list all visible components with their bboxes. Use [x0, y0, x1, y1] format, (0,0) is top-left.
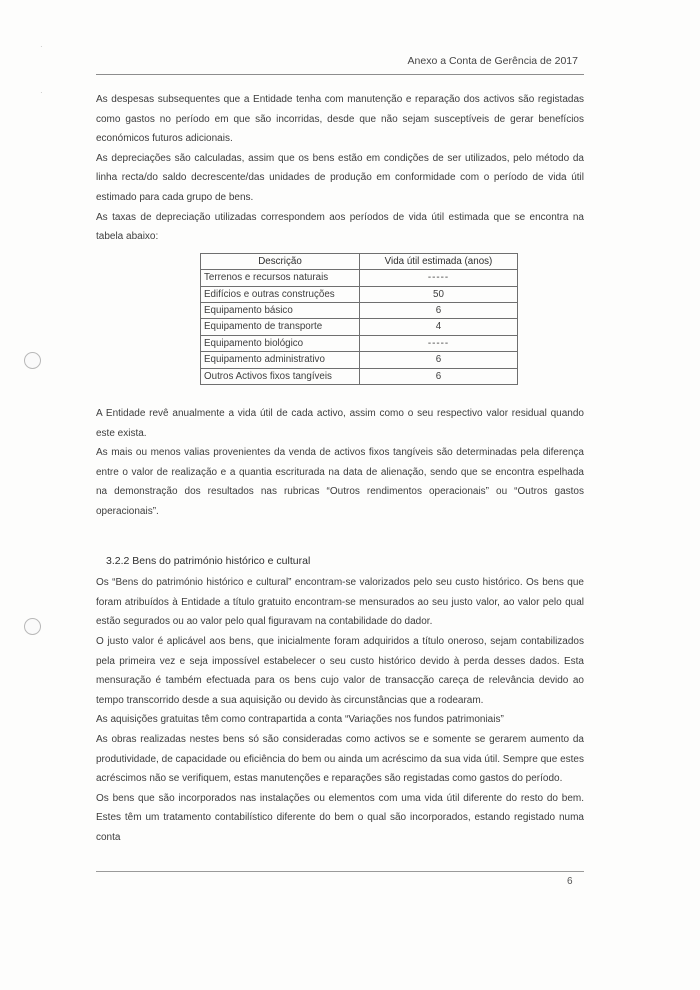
- asset-description: Outros Activos fixos tangíveis: [201, 368, 360, 384]
- paragraph: As despesas subsequentes que a Entidade tenha com manutenção e reparação dos activos são registadas como gastos no período em que são incorridas, desde que não sejam susceptíveis de gerar benefícios económicos futuros adicionais.: [96, 94, 584, 145]
- useful-life-years: 4: [360, 319, 518, 335]
- paragraph: O justo valor é aplicável aos bens, que inicialmente foram adquiridos a título oneroso, sejam contabilizados pela primeira vez e seja impossível estabelecer o seu custo histórico devido à perda desses dados. Esta mensuração é também efectuada para os bens cujo valor de transacção careça de relevância devido ao tempo transcorrido desde a sua aquisição ou devido às circunstâncias que a rodearam.: [96, 635, 584, 706]
- paragraph: A Entidade revê anualmente a vida útil de cada activo, assim como o seu respectivo valor residual quando este exista.: [96, 408, 584, 439]
- table-header-row: [201, 253, 518, 269]
- asset-description: Edifícios e outras construções: [201, 286, 360, 302]
- page-number: 6: [567, 876, 573, 887]
- asset-description: Equipamento de transporte: [201, 319, 360, 335]
- page-content: [96, 90, 584, 847]
- table-row: [201, 335, 518, 351]
- useful-life-years: -----: [360, 335, 518, 351]
- paragraph: As depreciações são calculadas, assim que os bens estão em condições de ser utilizados, pelo método da linha recta/do saldo decrescente/das unidades de produção em conformidade com o período de vida útil estimado para cada grupo de bens.: [96, 152, 584, 203]
- punch-hole: [24, 352, 41, 369]
- table-row: [201, 270, 518, 286]
- asset-description: Equipamento biológico: [201, 335, 360, 351]
- useful-life-years: 50: [360, 286, 518, 302]
- section-heading: 3.2.2 Bens do património histórico e cultural: [106, 554, 311, 567]
- useful-life-years: 6: [360, 352, 518, 368]
- column-header-description: Descrição: [201, 253, 360, 269]
- table-row: [201, 302, 518, 318]
- punch-hole: [24, 618, 41, 635]
- asset-description: Terrenos e recursos naturais: [201, 270, 360, 286]
- paragraph: As obras realizadas nestes bens só são consideradas como activos se e somente se gerarem aumento da produtividade, de capacidade ou eficiência do bem ou ainda um acréscimo da sua vida útil. Sempre que estes acréscimos não se verifiquem, estas manutenções e reparações são registadas como gastos do período.: [96, 733, 584, 785]
- paragraph: Os “Bens do património histórico e cultural” encontram-se valorizados pelo seu custo histórico. Os bens que foram atribuídos à Entidade a título gratuito encontram-se mensurados ao seu justo valor, ao valor pelo qual estão segurados ou ao valor pelo qual figuravam na contabilidade do dador.: [96, 577, 584, 628]
- useful-life-years: 6: [360, 368, 518, 384]
- asset-description: Equipamento básico: [201, 302, 360, 318]
- table-row: [201, 368, 518, 384]
- table-row: [201, 352, 518, 368]
- useful-life-years: 6: [360, 302, 518, 318]
- depreciation-table: [200, 253, 518, 385]
- useful-life-years: -----: [360, 270, 518, 286]
- scan-mark: ·: [40, 42, 43, 51]
- document-header-title: Anexo a Conta de Gerência de 2017: [407, 55, 578, 67]
- column-header-useful-life: Vida útil estimada (anos): [360, 253, 518, 269]
- footer-divider: [96, 871, 584, 872]
- paragraph: As mais ou menos valias provenientes da venda de activos fixos tangíveis são determinadas pela diferença entre o valor de realização e a quantia escriturada na data de alienação, sendo que se encontra espelhada na demonstração dos resultados nas rubricas “Outros rendimentos operacionais” ou “Outros gastos operacionais”.: [96, 447, 584, 517]
- paragraph: As aquisições gratuitas têm como contrapartida a conta “Variações nos fundos patrimoniais”: [96, 714, 504, 726]
- table-row: [201, 286, 518, 302]
- asset-description: Equipamento administrativo: [201, 352, 360, 368]
- scan-mark: ·: [40, 88, 43, 97]
- paragraph: As taxas de depreciação utilizadas correspondem aos períodos de vida útil estimada que se encontra na tabela abaixo:: [96, 211, 584, 243]
- header-divider: [96, 74, 584, 75]
- table-row: [201, 319, 518, 335]
- paragraph: Os bens que são incorporados nas instalações ou elementos com uma vida útil diferente do resto do bem. Estes têm um tratamento contabilístico diferente do bem o qual são incorporados, estando registado numa conta: [96, 792, 584, 843]
